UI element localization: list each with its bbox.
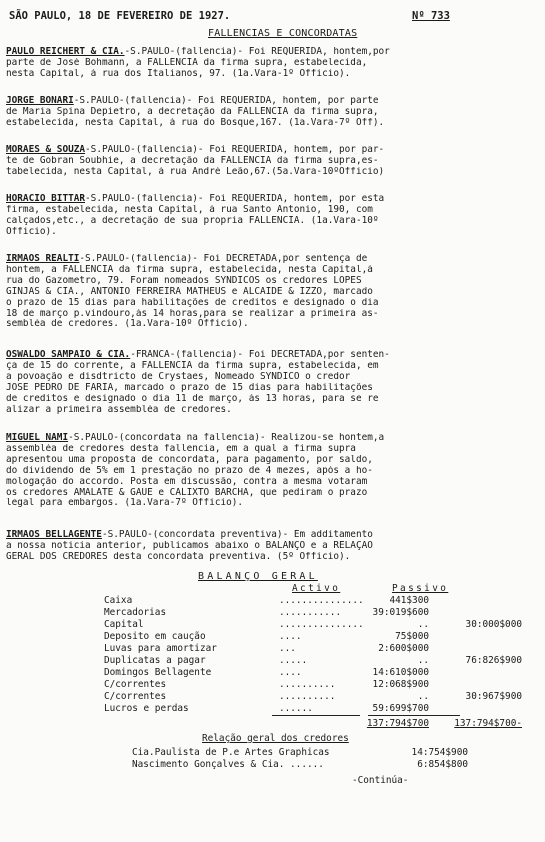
entry-line: assembléa de credores desta fallencia, em a qual a firma supra — [6, 443, 356, 454]
entry-miguel-nami — [6, 433, 536, 509]
entry-irmaos-bellagente — [6, 530, 536, 563]
balance-row — [104, 655, 524, 667]
entry-line: sembléa de credores. (1a.Vara-10º Officio). — [6, 319, 249, 330]
entry-line — [6, 194, 536, 205]
balance-title: BALANÇO GERAL — [198, 571, 318, 582]
entry-text: -S.PAULO-(concordata na fallencia)- Realizou-se hontem,a — [68, 433, 385, 443]
entry-line: rua do Gazometro, 79. Foram nomeados SYNDICOS os credores LOPES — [6, 275, 362, 286]
entry-text: -S.PAULO-(fallencia)- Foi REQUERIDA, hontem, por par- — [85, 145, 385, 155]
balance-row — [104, 679, 524, 691]
entry-lead: IRMÃOS BELLAGENTE — [6, 530, 102, 540]
entry-line: JOSÉ PEDRO DE FARIA, marcado o prazo de 15 dias para habilitações — [6, 382, 373, 393]
entry-text: -S.PAULO-(concordata preventiva)- Em additamento — [101, 530, 373, 540]
entry-lead: MORAES & SOUZA — [6, 145, 86, 155]
entry-line: ça de 15 do corrente, a FALLENCIA da firma supra, estabelecida, em — [6, 360, 379, 371]
balance-label: Luvas para amortizar — [104, 643, 217, 654]
entry-text: -S.PAULO-(fallencia)- Foi DECRETADA,por sentença de — [79, 254, 368, 264]
continues-marker: -Continúa- — [352, 775, 409, 786]
entry-lead: MIGUEL NAMI — [6, 433, 69, 443]
balance-label: Deposito em caução — [104, 631, 206, 642]
entry-line: do dividendo de 5% em 1 prestação no prazo de 4 mezes, após a ho- — [6, 465, 373, 476]
balance-activo: 75$000 — [395, 631, 429, 642]
entry-line: a povoação e disdtricto de Crystaes, Nomeado SYNDICO o credor — [6, 371, 351, 382]
entry-lead: IRMÃOS REALTI — [6, 254, 80, 264]
entry-line: firma, estabelecida, nesta Capital, á rua Santo Antonio, 190, com — [6, 204, 373, 215]
entry-line: parte de José Bohmann, a FALLENCIA da firma supra, estabelecida, — [6, 57, 368, 68]
balance-dots: ... — [279, 643, 296, 654]
balance-activo: .. — [417, 691, 429, 702]
balance-total-activo: 137:794$700 — [366, 718, 429, 729]
balance-activo: 14:610$000 — [372, 667, 429, 678]
entry-text: -S.PAULO-(fallencia)- Foi REQUERIDA, hontem,por — [124, 47, 390, 57]
creditors-title: Relação geral dos credores — [202, 733, 349, 744]
balance-passivo: 30:000$000 — [465, 619, 522, 630]
entry-line: calçados,etc., a decretação de sua propria FALLENCIA. (1a.Vara-10º — [6, 215, 379, 226]
balance-activo: .. — [417, 619, 429, 630]
balance-activo: 59:699$700 — [372, 703, 429, 714]
balance-label: Lucros e perdas — [104, 703, 189, 714]
entry-text: -FRANCA-(fallencia)- Foi DECRETADA,por senten- — [130, 350, 390, 360]
balance-dots: ............... — [279, 595, 364, 606]
entry-lead: OSWALDO SAMPAIO & CIA. — [6, 350, 131, 360]
bulletin-number: Nº 733 — [412, 10, 450, 22]
entry-line — [6, 350, 536, 361]
balance-row — [104, 703, 524, 715]
balance-dots: ...... — [279, 703, 313, 714]
balance-dots: .......... — [279, 691, 336, 702]
entry-line: hontem, a FALLENCIA da firma supra, estabelecida, nesta Capital,á — [6, 264, 373, 275]
balance-activo: 39:019$600 — [372, 607, 429, 618]
section-title: FALLENCIAS E CONCORDATAS — [208, 28, 358, 39]
balance-passivo: 30:967$900 — [465, 691, 522, 702]
balance-activo: .. — [417, 655, 429, 666]
balance-dots: ..... — [279, 655, 308, 666]
creditor-amount: 6:854$800 — [417, 759, 468, 770]
entry-paulo-reichert — [6, 47, 536, 80]
entry-lead: JORGE BONARI — [6, 96, 74, 106]
entry-jorge-bonari — [6, 96, 536, 129]
balance-totals-row — [104, 718, 524, 730]
balance-total-passivo: 137:794$700- — [454, 718, 522, 729]
entry-text: -S.PAULO-(fallencia)- Foi REQUERIDA, hontem, por parte — [73, 96, 379, 106]
entry-line: tabelecida, nesta Capital, á rua André Leão,67.(5a.Vara-10ºOfficio) — [6, 166, 385, 177]
creditor-amount: 14:754$900 — [411, 747, 468, 758]
entry-horacio-bittar — [6, 194, 536, 238]
balance-passivo: 76:826$900 — [465, 655, 522, 666]
balance-dots: ............... — [279, 619, 364, 630]
balance-row — [104, 607, 524, 619]
balance-row — [104, 595, 524, 607]
balance-dots: ........... — [279, 607, 342, 618]
balance-activo: 12:068$900 — [372, 679, 429, 690]
dateline: SÃO PAULO, 18 DE FEVEREIRO DE 1927. — [9, 10, 231, 22]
entry-line: os credores AMALATE & GAUE e CALIXTO BARCHA, que pediram o prazo — [6, 487, 368, 498]
creditor-row — [132, 747, 472, 759]
entry-line: Officio). — [6, 226, 57, 237]
balance-label: Caixa — [104, 595, 133, 606]
entry-line: alizar a primeira assembléa de credores. — [6, 404, 232, 415]
entry-line — [6, 47, 536, 58]
entry-line — [6, 433, 536, 444]
balance-dots: .... — [279, 631, 302, 642]
balance-activo: 441$300 — [389, 595, 429, 606]
entry-moraes-souza — [6, 145, 536, 178]
passivo-column-header: Passivo — [392, 583, 449, 594]
entry-line: 18 de março p.vindouro,ás 14 horas,para se realizar a primeira as- — [6, 308, 379, 319]
balance-activo: 2:600$000 — [378, 643, 429, 654]
entry-line: GERAL DOS CREDORES desta concordata preventiva. (5º Officio). — [6, 551, 351, 562]
entry-line — [6, 96, 536, 107]
entry-line — [6, 254, 536, 265]
balance-row — [104, 643, 524, 655]
balance-label: Mercadorias — [104, 607, 167, 618]
balance-row — [104, 667, 524, 679]
activo-sum-rule — [272, 715, 360, 716]
entry-text: -S.PAULO-(fallencia)- Foi REQUERIDA, hontem, por esta — [85, 194, 385, 204]
balance-label: C/correntes — [104, 691, 167, 702]
entry-irmaos-realti — [6, 254, 536, 330]
entry-line: de Maria Spina Depietro, a decretação da FALLENCIA da firma supra, — [6, 106, 379, 117]
balance-dots: .... — [279, 667, 302, 678]
entry-line — [6, 530, 536, 541]
entry-line: nesta Capital, á rua dos Italianos, 97. (1a.Vara-1º Officio). — [6, 68, 351, 79]
entry-line: de creditos e designado o dia 11 de março, ás 13 horas, para se re — [6, 393, 379, 404]
entry-line: legal para embargos. (1a.Vara-7º Officio). — [6, 498, 244, 509]
activo-column-header: Activo — [292, 583, 341, 594]
balance-label: C/correntes — [104, 679, 167, 690]
passivo-sum-rule — [368, 715, 460, 716]
entry-lead: HORACIO BITTAR — [6, 194, 86, 204]
entry-line: estabelecida, nesta Capital, á rua do Bosque,167. (1a.Vara-7º Off). — [6, 117, 385, 128]
balance-row — [104, 619, 524, 631]
balance-row — [104, 631, 524, 643]
entry-line: mologação do accordo. Posta em discussão, contra a mesma votaram — [6, 476, 368, 487]
balance-row — [104, 691, 524, 703]
entry-line: GINJAS & CIA., ANTONIO FERREIRA MATHEUS e ALCAIDE & IZZO, marcado — [6, 286, 373, 297]
entry-oswaldo-sampaio — [6, 350, 536, 415]
entry-line: a nossa noticia anterior, publicamos abaixo o BALANÇO e a RELAÇÃO — [6, 540, 373, 551]
entry-lead: PAULO REICHERT & CIA. — [6, 47, 125, 57]
balance-label: Capital — [104, 619, 144, 630]
creditor-row — [132, 759, 472, 771]
entry-line — [6, 145, 536, 156]
entry-line: o prazo de 15 dias para habilitações de creditos e designado o dia — [6, 297, 379, 308]
balance-label: Domingos Bellagente — [104, 667, 212, 678]
balance-label: Duplicatas a pagar — [104, 655, 206, 666]
entry-line: te de Gobran Soubhie, a decretação da FALLENCIA da firma supra,es- — [6, 155, 379, 166]
creditor-name: Cia.Paulista de P.e Artes Graphicas — [132, 747, 330, 758]
entry-line: apresentou uma proposta de concordata, para pagamento, por saldo, — [6, 454, 373, 465]
balance-dots: .......... — [279, 679, 336, 690]
creditor-name: Nascimento Gonçalves & Cia. ...... — [132, 759, 324, 770]
